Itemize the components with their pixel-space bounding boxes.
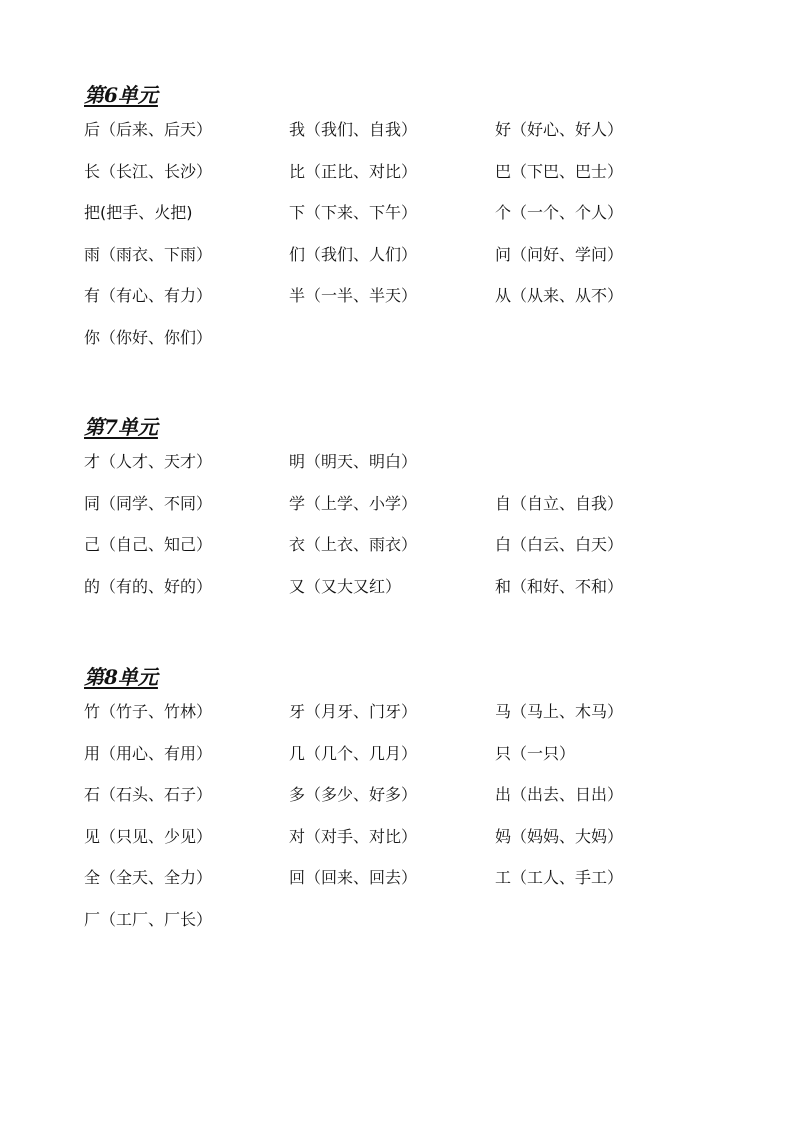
word-row — [84, 702, 724, 744]
word-row — [84, 910, 724, 952]
word-entry: 长（长江、长沙） — [84, 161, 213, 181]
word-row — [84, 203, 724, 245]
word-row — [84, 286, 724, 328]
word-entry: 把(把手、火把) — [84, 203, 193, 223]
word-row — [84, 785, 724, 827]
word-entry: 和（和好、不和） — [495, 576, 624, 596]
word-entry: 比（正比、对比） — [289, 161, 418, 181]
word-entry: 你（你好、你们） — [84, 327, 213, 347]
word-entry: 有（有心、有力） — [84, 286, 213, 306]
word-entry: 己（自己、知己） — [84, 535, 213, 555]
word-entry: 回（回来、回去） — [289, 868, 418, 888]
unit-title: 第7单元 — [84, 415, 158, 439]
word-entry: 才（人才、天才） — [84, 452, 213, 471]
word-entry: 多（多少、好多） — [289, 785, 418, 805]
word-entry: 们（我们、人们） — [289, 244, 418, 264]
word-entry: 雨（雨衣、下雨） — [84, 244, 213, 264]
word-entry: 好（好心、好人） — [495, 120, 624, 139]
word-entry: 自（自立、自我） — [495, 493, 624, 513]
word-entry: 用（用心、有用） — [84, 743, 213, 763]
word-row — [84, 744, 724, 786]
word-entry: 衣（上衣、雨衣） — [289, 535, 418, 555]
word-entry: 见（只见、少见） — [84, 826, 213, 846]
word-row — [84, 494, 724, 536]
word-entry: 牙（月牙、门牙） — [289, 702, 418, 721]
word-entry: 白（白云、白天） — [495, 535, 624, 555]
word-entry: 竹（竹子、竹林） — [84, 702, 213, 721]
word-row — [84, 245, 724, 287]
word-row — [84, 452, 724, 494]
word-row — [84, 162, 724, 204]
word-entry: 石（石头、石子） — [84, 785, 213, 805]
unit-7-section — [84, 413, 724, 618]
word-entry: 明（明天、明白） — [289, 452, 418, 471]
word-entry: 同（同学、不同） — [84, 493, 213, 513]
unit-8-section — [84, 663, 724, 952]
word-entry: 后（后来、后天） — [84, 120, 213, 139]
word-row — [84, 868, 724, 910]
word-entry: 对（对手、对比） — [289, 826, 418, 846]
word-entry: 只（一只） — [495, 743, 576, 763]
word-entry: 厂（工厂、厂长） — [84, 909, 213, 929]
unit-6-section — [84, 81, 724, 370]
word-row — [84, 328, 724, 370]
word-row — [84, 120, 724, 162]
word-entry: 马（马上、木马） — [495, 702, 624, 721]
word-row — [84, 535, 724, 577]
word-entry: 工（工人、手工） — [495, 868, 624, 888]
word-entry: 我（我们、自我） — [289, 120, 418, 139]
word-entry: 半（一半、半天） — [289, 286, 418, 306]
word-entry: 几（几个、几月） — [289, 743, 418, 763]
word-entry: 下（下来、下午） — [289, 203, 418, 223]
word-entry: 又（又大又红） — [289, 576, 402, 596]
word-row — [84, 577, 724, 619]
word-entry: 个（一个、个人） — [495, 203, 624, 223]
word-entry: 全（全天、全力） — [84, 868, 213, 888]
word-row — [84, 827, 724, 869]
word-entry: 学（上学、小学） — [289, 493, 418, 513]
word-entry: 的（有的、好的） — [84, 576, 213, 596]
unit-title: 第6单元 — [84, 83, 158, 107]
word-entry: 问（问好、学问） — [495, 244, 624, 264]
word-entry: 巴（下巴、巴士） — [495, 161, 624, 181]
word-entry: 妈（妈妈、大妈） — [495, 826, 624, 846]
unit-title: 第8单元 — [84, 665, 158, 689]
word-entry: 从（从来、从不） — [495, 286, 624, 306]
word-entry: 出（出去、日出） — [495, 785, 624, 805]
